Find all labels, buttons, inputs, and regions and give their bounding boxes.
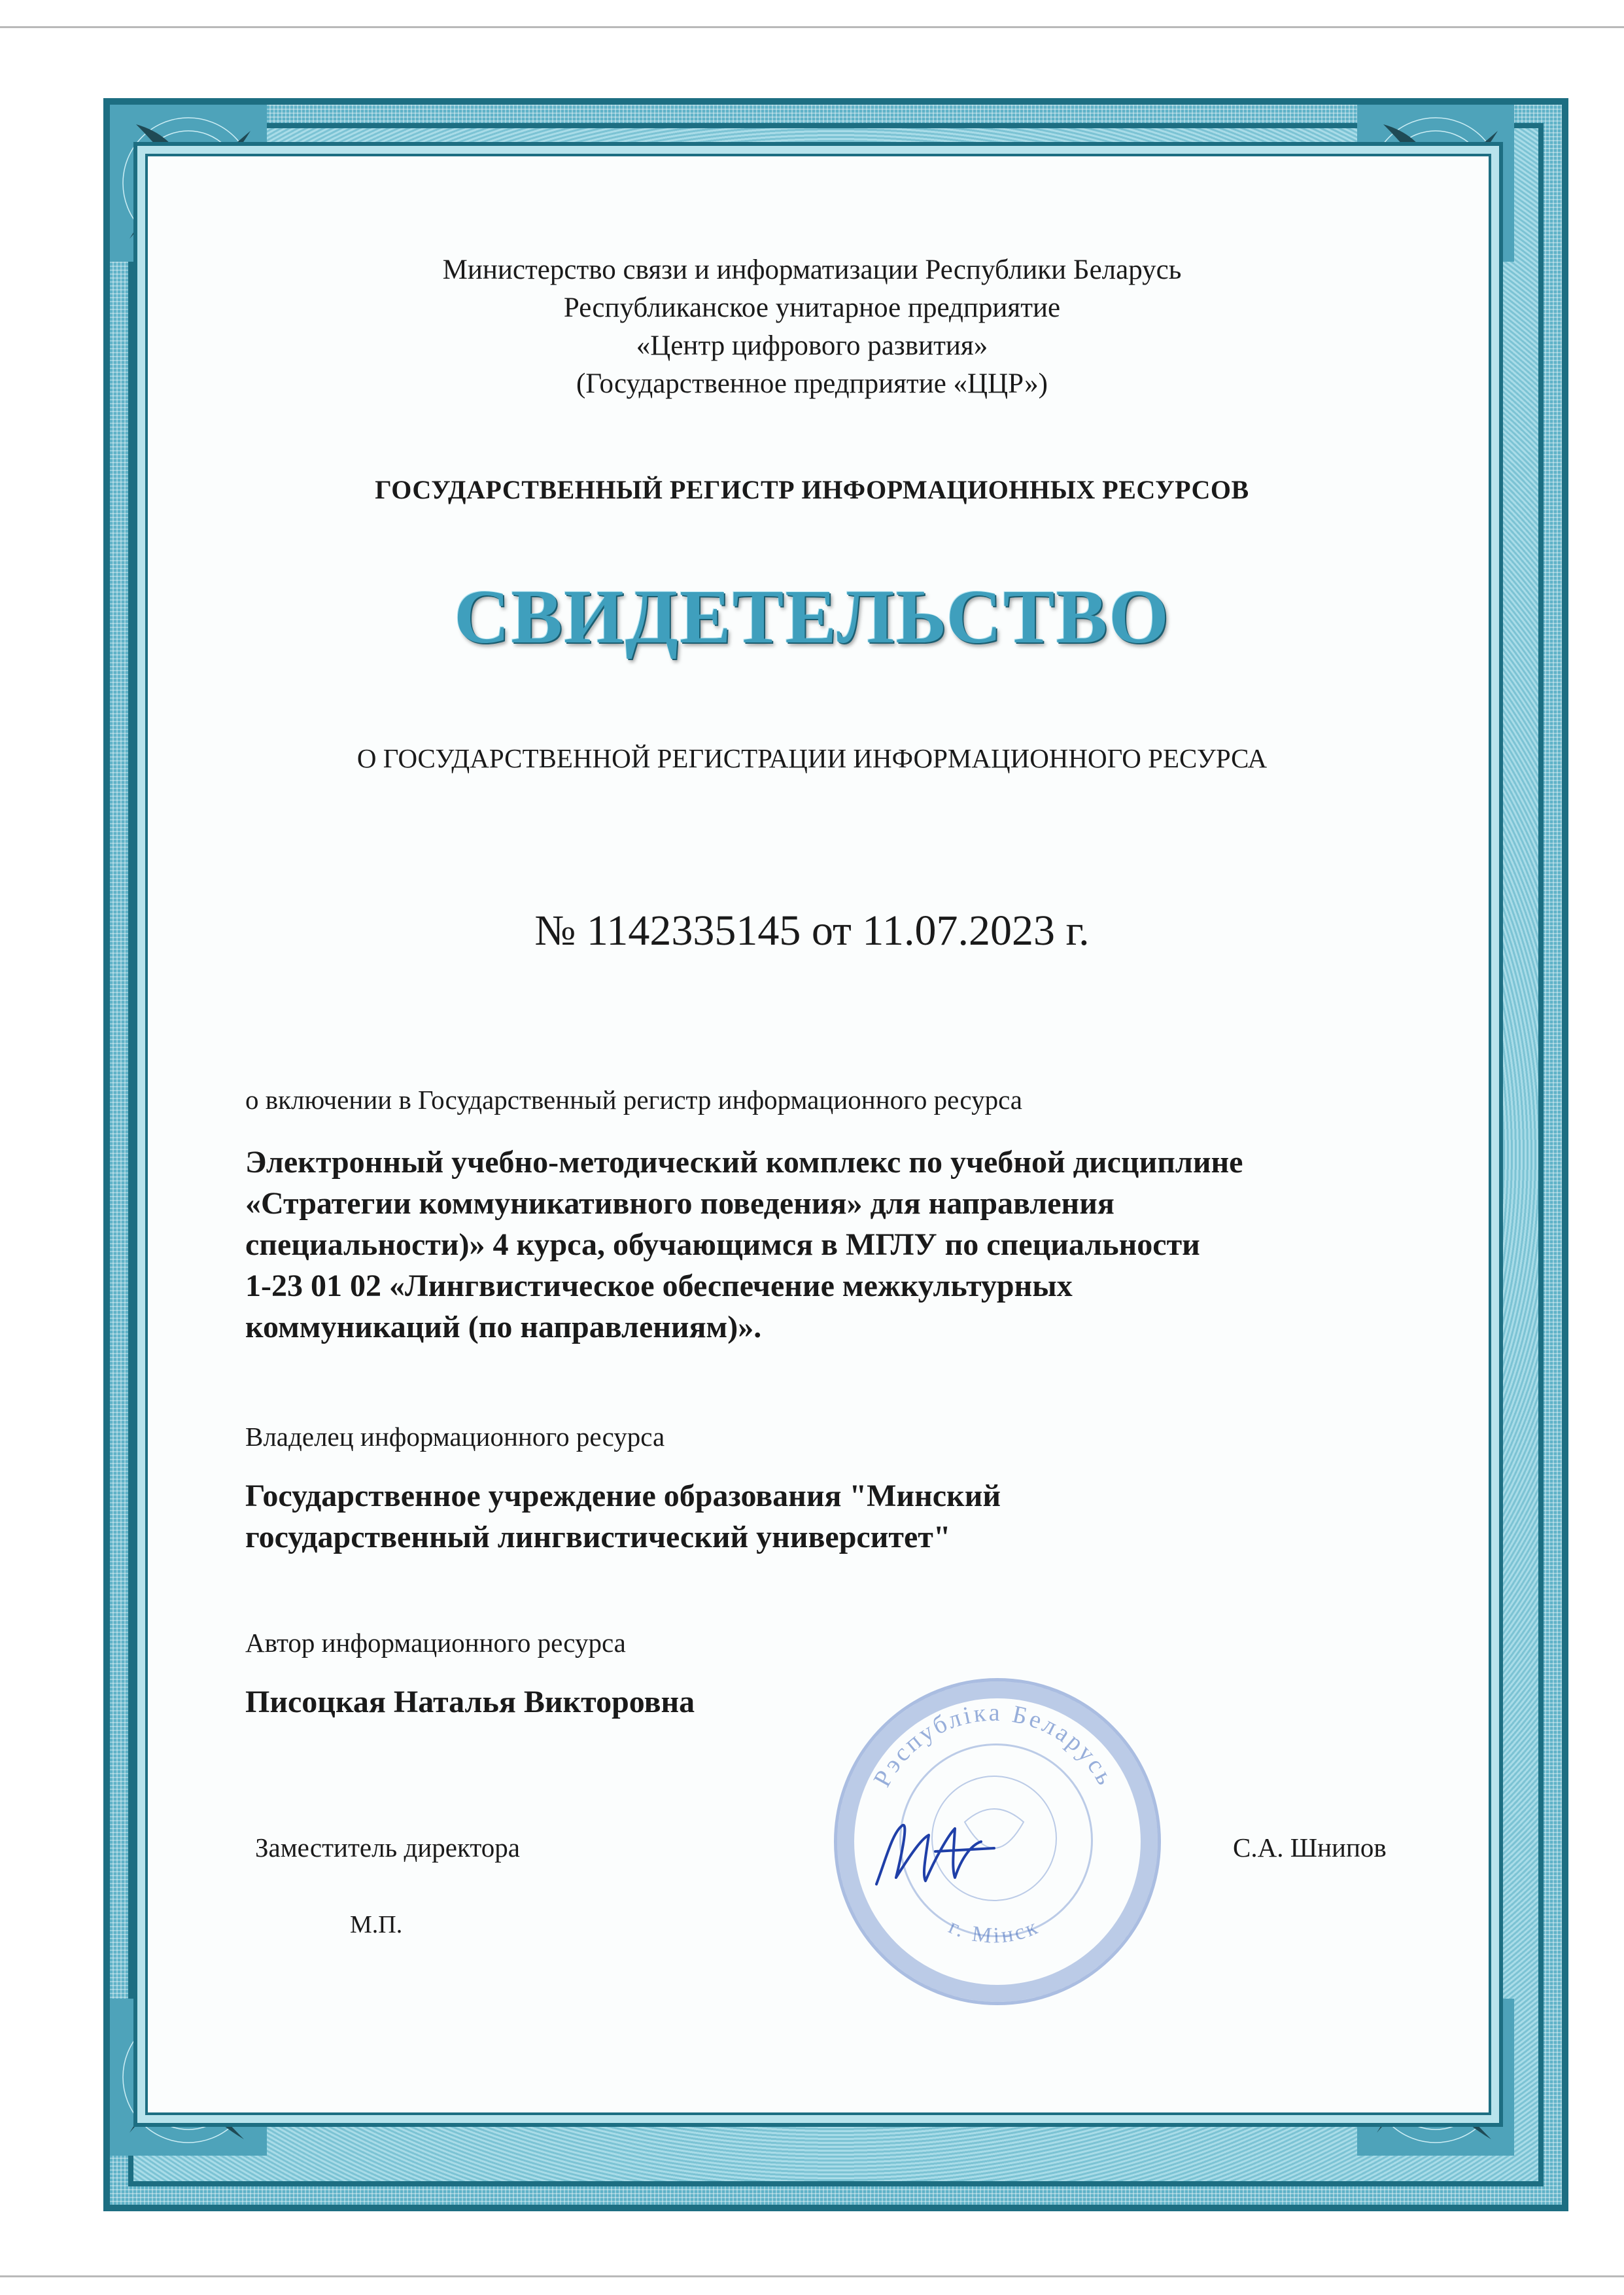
resource-name-line: 1-23 01 02 «Лингвистическое обеспечение межкультурных [245, 1269, 1073, 1303]
document-title: СВИДЕТЕЛЬСТВО [454, 574, 1170, 659]
svg-text:г. Мінск [945, 1914, 1043, 1948]
certificate-number: № 1142335145 от 11.07.2023 г. [534, 907, 1090, 955]
signer-position: Заместитель директора [255, 1832, 520, 1863]
resource-name-line: «Стратегии коммуникативного поведения» для направления [245, 1186, 1114, 1221]
author-name: Писоцкая Наталья Викторовна [245, 1685, 695, 1719]
scan-edge-top [0, 26, 1624, 28]
header-ministry: Министерство связи и информатизации Республики Беларусь [442, 254, 1182, 285]
document-subtitle: О ГОСУДАРСТВЕННОЙ РЕГИСТРАЦИИ ИНФОРМАЦИОННОГО РЕСУРСА [356, 743, 1268, 773]
resource-name [245, 1142, 1243, 1348]
signature-scribble [863, 1812, 1014, 1897]
signer-name: С.А. Шнипов [1233, 1832, 1387, 1863]
owner-label: Владелец информационного ресурса [245, 1422, 665, 1452]
seal-place-label: М.П. [350, 1911, 403, 1938]
resource-name-line: Электронный учебно-методический комплекс по учебной дисциплине [245, 1145, 1243, 1180]
owner-name-line: Государственное учреждение образования "Минский [245, 1479, 1001, 1513]
svg-text:Рэспубліка Беларусь [869, 1699, 1120, 1791]
registry-title: ГОСУДАРСТВЕННЫЙ РЕГИСТР ИНФОРМАЦИОННЫХ РЕСУРСОВ [375, 475, 1249, 504]
header-enterprise-name: «Центр цифрового развития» [636, 330, 988, 361]
certificate-body [145, 154, 1491, 2115]
inclusion-label: о включении в Государственный регистр информационного ресурса [245, 1085, 1022, 1115]
owner-name [245, 1475, 1001, 1558]
resource-name-line: специальности)» 4 курса, обучающимся в МГЛУ по специальности [245, 1227, 1200, 1262]
header-enterprise-type: Республиканское унитарное предприятие [563, 292, 1061, 323]
resource-name-line: коммуникаций (по направлениям)». [245, 1310, 762, 1344]
header-enterprise-short: (Государственное предприятие «ЦЦР») [576, 368, 1048, 399]
seal-text-top: Рэспубліка Беларусь [868, 1698, 1120, 1792]
scan-edge-bottom [0, 2275, 1624, 2277]
owner-name-line: государственный лингвистический университет" [245, 1520, 951, 1554]
seal-text-bottom: г. Мінск [944, 1914, 1043, 1949]
author-label: Автор информационного ресурса [245, 1628, 626, 1658]
